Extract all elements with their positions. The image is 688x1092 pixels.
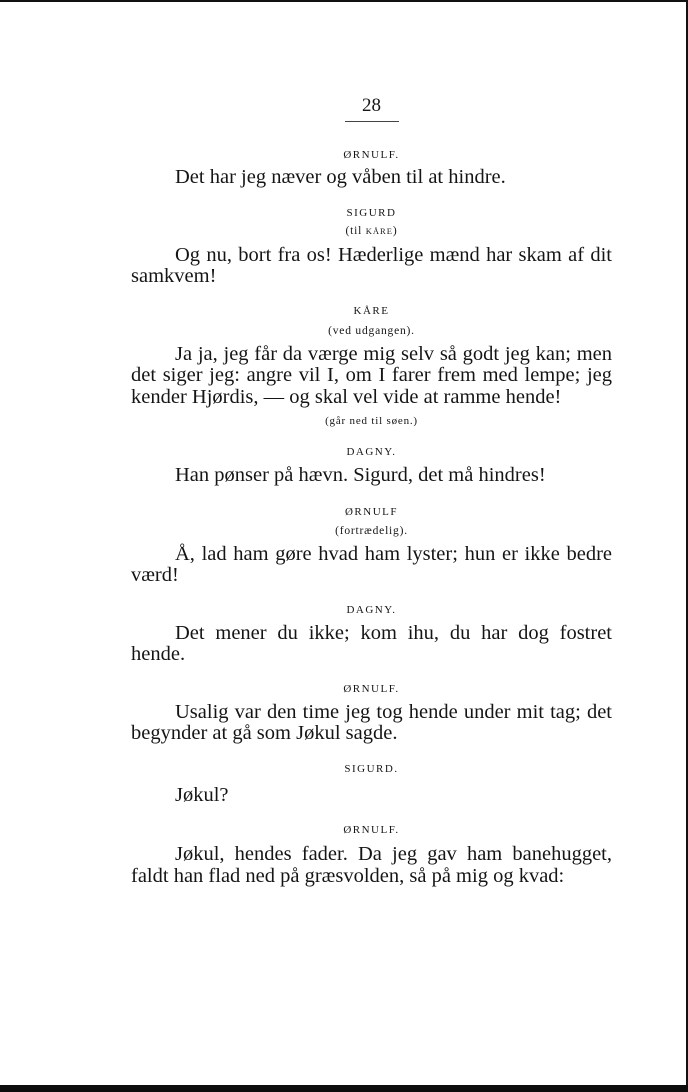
speaker-name: ØRNULF. [343, 682, 400, 695]
speaker-name: KÅRE [353, 304, 390, 317]
dialogue-text: Og nu, bort fra os! Hæderlige mænd har skam af dit samkvem! [131, 243, 612, 287]
dialogue-text: Ja ja, jeg får da værge mig selv så godt jeg kan; men det siger jeg: angre vil I, om I farer frem med lempe; jeg kender Hjørdis, — og skal vel vide at ramme hende! [131, 342, 612, 408]
dialogue-text: Usalig var den time jeg tog hende under mit tag; det begynder at gå som Jøkul sagde. [131, 700, 612, 744]
dialogue-text: Jøkul, hendes fader. Da jeg gav ham banehugget, faldt han flad ned på græsvolden, så på mig og kvad: [131, 843, 612, 887]
page-number: 28 [362, 95, 381, 116]
stage-direction: (går ned til søen.) [325, 415, 418, 427]
stage-direction: (ved udgangen). [328, 324, 415, 337]
dialogue-text: Det har jeg næver og våben til at hindre. [175, 166, 506, 188]
dialogue-text: Å, lad ham gøre hvad ham lyster; hun er ikke bedre værd! [131, 542, 612, 586]
stage-direction: (til KÅRE) [345, 224, 398, 237]
speaker-name: ØRNULF [344, 505, 398, 518]
speaker-name: SIGURD [346, 206, 397, 219]
dialogue-text: Jøkul? [175, 783, 229, 806]
page-bottom-border [0, 1085, 688, 1092]
speaker-name: SIGURD. [344, 762, 399, 775]
stage-direction: (fortrædelig). [335, 524, 408, 537]
stage-direction-name: KÅRE [365, 225, 393, 236]
dialogue-text: Han pønser på hævn. Sigurd, det må hindres! [175, 464, 546, 486]
speaker-name: ØRNULF. [343, 149, 400, 161]
page-top-border [0, 0, 686, 2]
speaker-name: DAGNY. [346, 446, 397, 458]
dialogue-text: Det mener du ikke; kom ihu, du har dog fostret hende. [131, 621, 612, 665]
speaker-name: ØRNULF. [343, 824, 400, 836]
page-number-rule [345, 121, 399, 122]
speaker-name: DAGNY. [346, 603, 397, 616]
page-body [131, 95, 612, 887]
